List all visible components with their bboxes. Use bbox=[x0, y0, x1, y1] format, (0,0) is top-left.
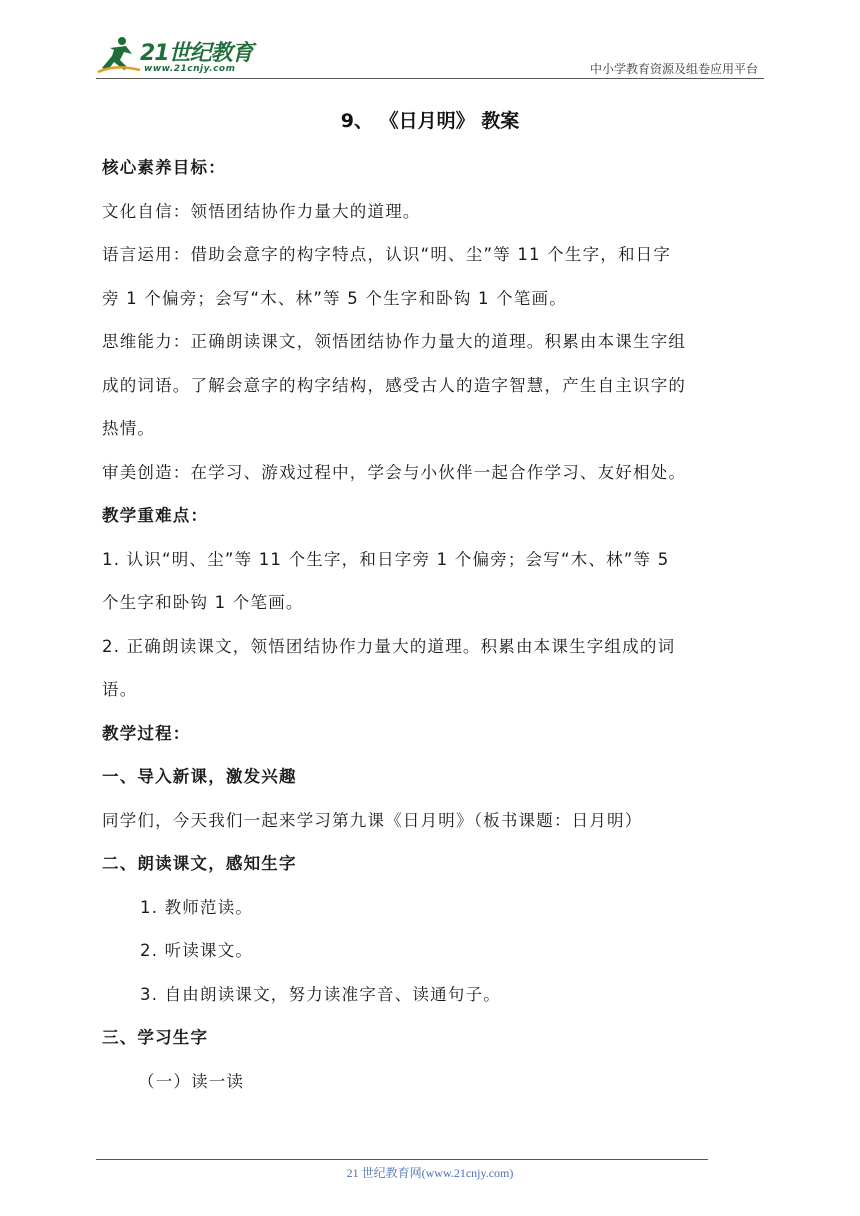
logo-url: www.21cnjy.com bbox=[144, 64, 236, 74]
section-heading: 三、学习生字 bbox=[102, 1028, 209, 1047]
paragraph-line: 1. 认识“明、尘”等 11 个生字，和日字旁 1 个偏旁；会写“木、林”等 5 bbox=[102, 549, 670, 569]
footer-text: 21 世纪教育网(www.21cnjy.com) bbox=[346, 1166, 514, 1180]
paragraph-line: 个生字和卧钩 1 个笔画。 bbox=[102, 593, 304, 612]
paragraph-line: 同学们，今天我们一起来学习第九课《日月明》（板书课题：日月明） bbox=[102, 810, 643, 830]
paragraph-line: 旁 1 个偏旁；会写“木、林”等 5 个生字和卧钩 1 个笔画。 bbox=[102, 288, 567, 308]
runner-logo-icon bbox=[96, 34, 144, 76]
footer-divider bbox=[96, 1159, 708, 1160]
header-platform-text: 中小学教育资源及组卷应用平台 bbox=[589, 62, 758, 76]
paragraph-line: 语。 bbox=[102, 680, 138, 699]
header-divider bbox=[96, 78, 764, 79]
paragraph-line: （一）读一读 bbox=[138, 1071, 245, 1091]
section-heading: 核心素养目标： bbox=[102, 158, 226, 177]
section-heading: 二、朗读课文，感知生字 bbox=[102, 854, 297, 873]
document-title: 9、 《日月明》 教案 bbox=[340, 110, 520, 132]
paragraph-line: 3. 自由朗读课文，努力读准字音、读通句子。 bbox=[140, 984, 501, 1004]
paragraph-line: 文化自信：领悟团结协作力量大的道理。 bbox=[102, 201, 421, 221]
paragraph-line: 1. 教师范读。 bbox=[140, 897, 254, 917]
paragraph-line: 思维能力：正确朗读课文，领悟团结协作力量大的道理。积累由本课生字组 bbox=[102, 332, 687, 351]
paragraph-line: 审美创造：在学习、游戏过程中，学会与小伙伴一起合作学习、友好相处。 bbox=[102, 462, 687, 482]
section-heading: 一、导入新课，激发兴趣 bbox=[102, 767, 297, 786]
paragraph-line: 语言运用：借助会意字的构字特点，认识“明、尘”等 11 个生字，和日字 bbox=[102, 245, 672, 264]
page-header bbox=[96, 30, 764, 78]
paragraph-line: 热情。 bbox=[102, 419, 156, 438]
paragraph-line: 2. 正确朗读课文，领悟团结协作力量大的道理。积累由本课生字组成的词 bbox=[102, 636, 676, 656]
logo bbox=[96, 34, 266, 76]
document-body bbox=[102, 146, 762, 1103]
logo-text: 21世纪教育 bbox=[140, 41, 253, 66]
section-heading: 教学重难点： bbox=[102, 506, 209, 525]
paragraph-line: 2. 听读课文。 bbox=[140, 941, 254, 960]
paragraph-line: 成的词语。了解会意字的构字结构，感受古人的造字智慧，产生自主识字的 bbox=[102, 375, 687, 395]
section-heading: 教学过程： bbox=[102, 723, 191, 743]
